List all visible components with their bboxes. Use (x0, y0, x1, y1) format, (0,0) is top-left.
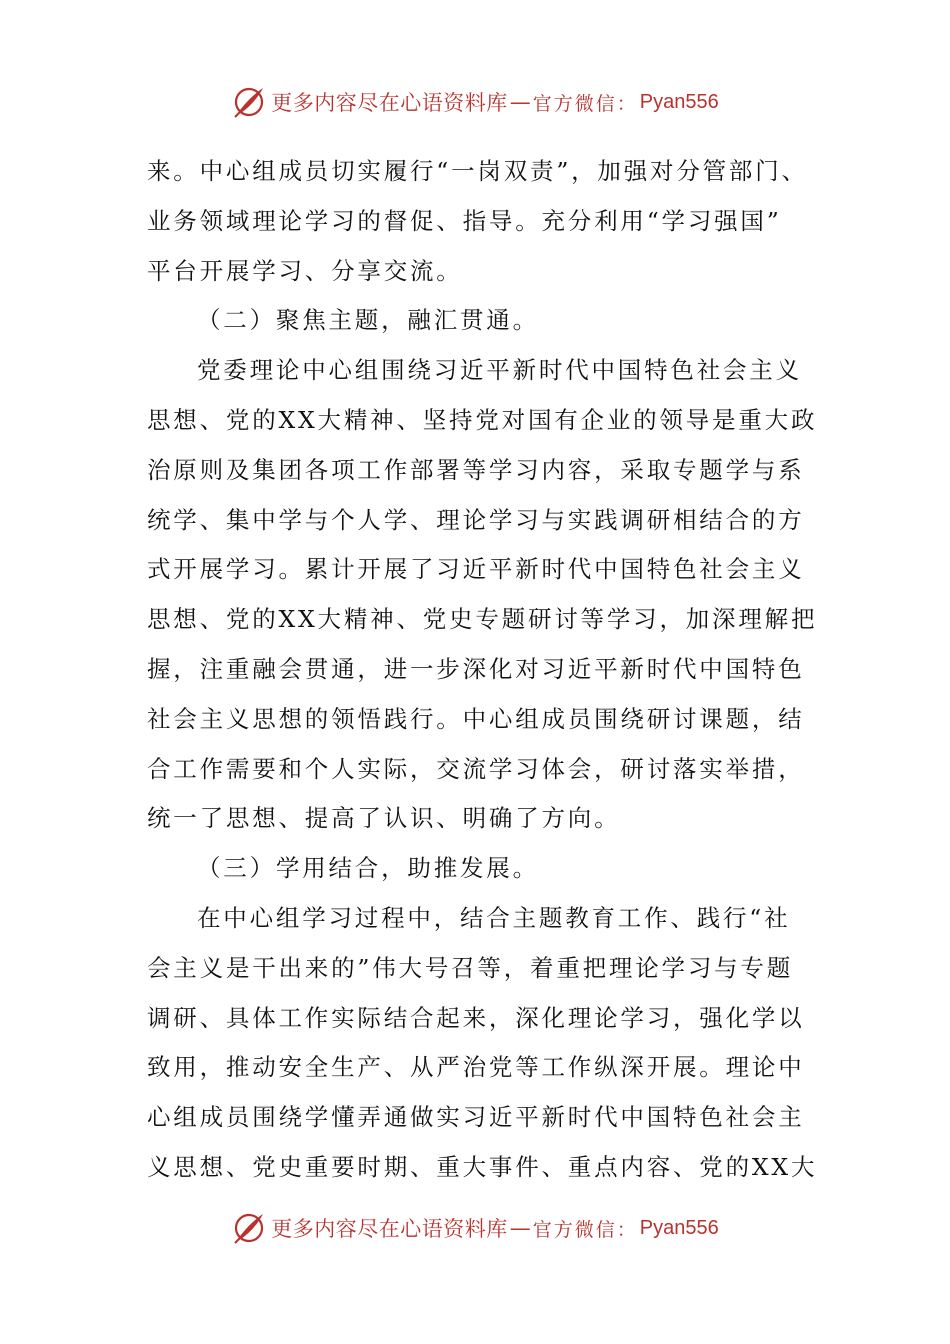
watermark-brand: 更多内容尽在心语资料库 (271, 1217, 508, 1241)
text-line: 党委理论中心组围绕习近平新时代中国特色社会主义 (197, 356, 802, 385)
text-line: 平台开展学习、分享交流。 (147, 256, 463, 285)
quill-logo-icon (231, 84, 267, 120)
text-line: 会主义是干出来的”伟大号召等，着重把理论学习与专题 (147, 953, 794, 982)
watermark-dash: — (509, 90, 531, 114)
section-heading: （三）学用结合，助推发展。 (197, 854, 539, 883)
text-line: 思想、党的XX大精神、党史专题研讨等学习，加深理解把 (147, 605, 818, 634)
watermark-official: 官方微信： (532, 92, 638, 115)
text-line: 在中心组学习过程中，结合主题教育工作、践行“社 (197, 903, 791, 932)
text-line: 心组成员围绕学懂弄通做实习近平新时代中国特色社会主 (147, 1103, 805, 1132)
quill-logo-icon (231, 1210, 267, 1246)
section-heading: （二）聚焦主题，融汇贯通。 (197, 306, 539, 335)
header-watermark (0, 82, 950, 122)
text-line: 思想、党的XX大精神、坚持党对国有企业的领导是重大政 (147, 405, 818, 434)
document-body (147, 147, 818, 1193)
text-line: 合工作需要和个人实际，交流学习体会，研讨落实举措， (147, 754, 805, 783)
text-line: 统学、集中学与个人学、理论学习与实践调研相结合的方 (147, 505, 805, 534)
watermark-wechat-id: Pyan556 (639, 1216, 719, 1239)
text-line: 式开展学习。累计开展了习近平新时代中国特色社会主义 (147, 555, 805, 584)
text-line: 握，注重融会贯通，进一步深化对习近平新时代中国特色 (147, 654, 805, 683)
text-line: 治原则及集团各项工作部署等学习内容，采取专题学与系 (147, 455, 805, 484)
text-line: 致用，推动安全生产、从严治党等工作纵深开展。理论中 (147, 1053, 805, 1082)
watermark-brand: 更多内容尽在心语资料库 (271, 91, 508, 115)
watermark-official: 官方微信： (532, 1218, 638, 1241)
text-line: 社会主义思想的领悟践行。中心组成员围绕研讨课题，结 (147, 704, 805, 733)
text-line: 业务领域理论学习的督促、指导。充分利用“学习强国” (147, 206, 782, 235)
watermark-wechat-id: Pyan556 (639, 90, 719, 113)
text-line: 义思想、党史重要时期、重大事件、重点内容、党的XX大 (147, 1152, 818, 1181)
text-line: 来。中心组成员切实履行“一岗双责”，加强对分管部门、 (147, 157, 808, 185)
text-line: 统一了思想、提高了认识、明确了方向。 (147, 804, 621, 833)
footer-watermark (0, 1208, 950, 1248)
text-line: 调研、具体工作实际结合起来，深化理论学习，强化学以 (147, 1003, 805, 1032)
watermark-dash: — (509, 1216, 531, 1240)
